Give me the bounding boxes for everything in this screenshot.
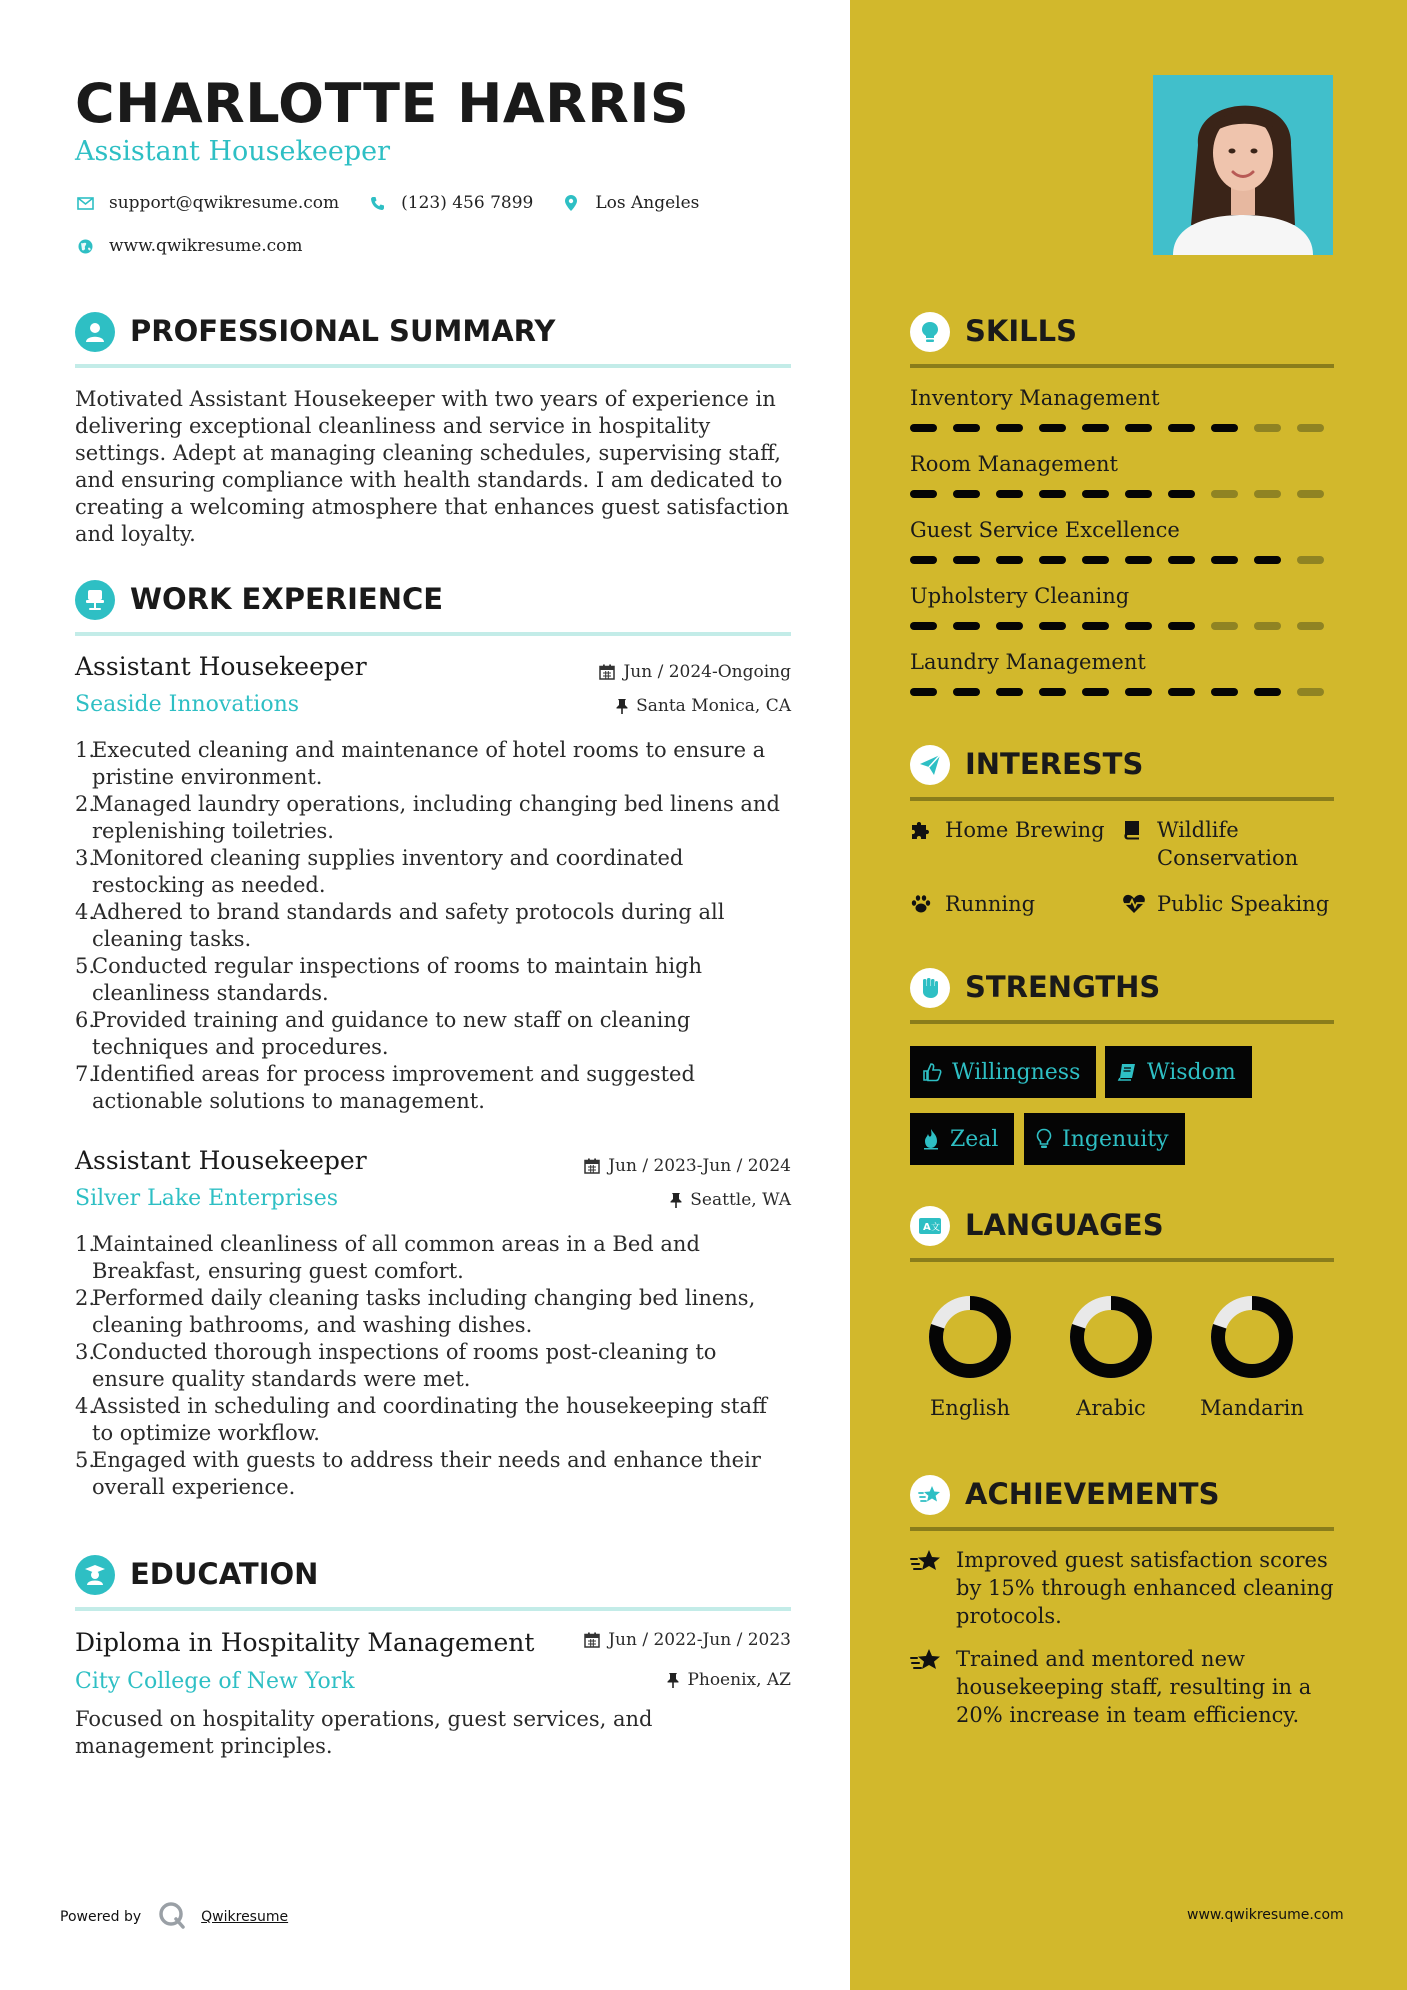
location-text: Los Angeles — [595, 193, 700, 213]
skill-level-segment — [1125, 688, 1152, 696]
skill-level-segment — [1039, 622, 1066, 630]
shooting-star-icon — [910, 1546, 942, 1630]
email-link[interactable]: support@qwikresume.com — [109, 193, 340, 213]
skill-level-segment — [910, 424, 937, 432]
skill-name: Laundry Management — [910, 650, 1146, 674]
skill-level-segment — [953, 424, 980, 432]
list-item: 5. Conducted regular inspections of rooms to maintain high cleanliness standards. — [75, 954, 703, 1005]
language-proficiency-ring — [1068, 1294, 1154, 1380]
skill-name: Guest Service Excellence — [910, 518, 1180, 542]
strength-badge: Willingness — [910, 1046, 1096, 1098]
list-item: 1. Maintained cleanliness of all common areas in a Bed and Breakfast, ensuring guest comfort. — [75, 1232, 700, 1283]
list-item: 5. Engaged with guests to address their needs and enhance their overall experience. — [75, 1448, 761, 1499]
interest-item: Running — [910, 890, 1110, 922]
profile-photo — [1153, 75, 1333, 255]
pushpin-icon — [670, 1192, 682, 1208]
language-name: Arabic — [1076, 1396, 1146, 1420]
phone-icon — [367, 193, 387, 213]
pushpin-icon — [616, 698, 628, 714]
section-header-strengths — [910, 962, 1334, 1024]
globe-icon — [75, 236, 95, 256]
skill-level-segment — [1297, 622, 1324, 630]
job-title: Assistant Housekeeper — [75, 1146, 367, 1175]
qwikresume-logo-icon — [157, 1900, 187, 1934]
skill-level-segment — [1254, 688, 1281, 696]
fist-icon — [910, 968, 950, 1008]
skill-level-segment — [1125, 424, 1152, 432]
skill-name: Upholstery Cleaning — [910, 584, 1130, 608]
list-item: 4. Assisted in scheduling and coordinating the housekeeping staff to optimize workflow. — [75, 1394, 767, 1445]
shooting-star-icon — [910, 1475, 950, 1515]
skill-level-segment — [910, 556, 937, 564]
language-proficiency-ring — [927, 1294, 1013, 1380]
skill-level-segment — [953, 688, 980, 696]
degree-title: Diploma in Hospitality Management — [75, 1628, 535, 1657]
skill-level-segment — [1082, 490, 1109, 498]
skill-level-segment — [1125, 556, 1152, 564]
section-header-languages — [910, 1200, 1334, 1262]
skill-level-segment — [1254, 622, 1281, 630]
achievement-item: Improved guest satisfaction scores by 15% through enhanced cleaning protocols. — [910, 1546, 1334, 1630]
section-header-summary — [75, 306, 791, 368]
skill-level-segment — [1168, 556, 1195, 564]
candidate-name: CHARLOTTE HARRIS — [75, 72, 690, 135]
calendar-icon — [584, 1632, 600, 1648]
interest-item: Home Brewing — [910, 816, 1110, 848]
skill-level-segment — [953, 622, 980, 630]
skill-level-segment — [1254, 556, 1281, 564]
job-company: Seaside Innovations — [75, 692, 300, 717]
heartbeat-icon — [1122, 890, 1148, 922]
skill-level-segment — [1082, 622, 1109, 630]
skill-level-segment — [1039, 688, 1066, 696]
shooting-star-icon — [910, 1645, 942, 1729]
section-title: LANGUAGES — [965, 1208, 1164, 1242]
svg-text:A: A — [923, 1222, 931, 1233]
skill-level-segment — [1168, 424, 1195, 432]
school-name: City College of New York — [75, 1669, 355, 1694]
section-title: WORK EXPERIENCE — [130, 582, 444, 616]
section-title: SKILLS — [965, 314, 1077, 348]
skill-level-segment — [1168, 622, 1195, 630]
lightbulb-icon — [1036, 1128, 1052, 1150]
job-duties-list — [75, 737, 791, 1115]
job-location: Seattle, WA — [670, 1190, 791, 1210]
skill-level-segment — [1039, 424, 1066, 432]
section-title: INTERESTS — [965, 747, 1144, 781]
strength-badge: Ingenuity — [1024, 1113, 1185, 1165]
phone-number[interactable]: (123) 456 7899 — [401, 193, 534, 213]
skill-level-segment — [1297, 688, 1324, 696]
fire-icon — [922, 1128, 940, 1150]
section-header-achievements — [910, 1469, 1334, 1531]
skill-name: Room Management — [910, 452, 1118, 476]
pushpin-icon — [667, 1672, 679, 1688]
language-name: English — [929, 1396, 1011, 1420]
job-title: Assistant Housekeeper — [75, 652, 367, 681]
skill-level-segment — [1125, 622, 1152, 630]
office-chair-icon — [75, 580, 115, 620]
list-item: 2. Performed daily cleaning tasks including changing bed linens, cleaning bathrooms, and washing dishes. — [75, 1286, 756, 1337]
calendar-icon — [599, 664, 615, 680]
skill-level-segment — [1125, 490, 1152, 498]
user-icon — [75, 312, 115, 352]
summary-text: Motivated Assistant Housekeeper with two years of experience in delivering exceptional cleanliness and service in hospitality settings. Adept at managing cleaning schedules, supervising staff, and ensuring compliance with health standards. I am dedicated to creating a welcoming atmosphere that enhances guest satisfaction and loyalty. — [75, 387, 790, 546]
graduate-icon — [75, 1555, 115, 1595]
education-description: Focused on hospitality operations, guest services, and management principles. — [75, 1707, 653, 1758]
skill-level-bar — [910, 424, 1324, 432]
skill-level-segment — [1297, 556, 1324, 564]
skill-level-segment — [910, 622, 937, 630]
strength-badge: Zeal — [910, 1113, 1014, 1165]
section-header-education — [75, 1549, 791, 1611]
language-item — [1051, 1294, 1171, 1420]
skill-level-segment — [1297, 490, 1324, 498]
skill-level-segment — [1254, 490, 1281, 498]
skill-level-segment — [910, 688, 937, 696]
language-item — [1192, 1294, 1312, 1420]
skill-level-segment — [996, 688, 1023, 696]
skill-level-segment — [996, 556, 1023, 564]
location-pin-icon — [561, 193, 581, 213]
skill-level-bar — [910, 622, 1324, 630]
skill-level-bar — [910, 490, 1324, 498]
skill-level-segment — [1082, 688, 1109, 696]
job-date: Jun / 2023-Jun / 2024 — [584, 1156, 791, 1176]
book-icon — [1117, 1062, 1137, 1082]
skill-level-segment — [996, 490, 1023, 498]
qwikresume-link[interactable]: Qwikresume — [201, 1909, 289, 1925]
book-icon — [1122, 816, 1148, 872]
skill-level-segment — [1254, 424, 1281, 432]
skill-level-segment — [1211, 688, 1238, 696]
skill-level-segment — [1082, 556, 1109, 564]
website-link[interactable]: www.qwikresume.com — [109, 236, 303, 256]
job-date: Jun / 2024-Ongoing — [599, 662, 791, 682]
achievement-item: Trained and mentored new housekeeping staff, resulting in a 20% increase in team efficiency. — [910, 1645, 1334, 1729]
svg-text:文: 文 — [931, 1223, 941, 1233]
skill-name: Inventory Management — [910, 386, 1160, 410]
thumbs-up-icon — [922, 1062, 942, 1082]
section-header-experience — [75, 574, 791, 636]
paw-icon — [910, 890, 936, 922]
language-proficiency-ring — [1209, 1294, 1295, 1380]
skill-level-bar — [910, 556, 1324, 564]
candidate-role: Assistant Housekeeper — [75, 136, 390, 167]
language-name: Mandarin — [1200, 1396, 1304, 1420]
education-date: Jun / 2022-Jun / 2023 — [584, 1630, 791, 1650]
skill-level-segment — [1082, 424, 1109, 432]
strength-badge: Wisdom — [1105, 1046, 1252, 1098]
list-item: 3. Monitored cleaning supplies inventory and coordinated restocking as needed. — [75, 846, 684, 897]
skill-level-segment — [1168, 688, 1195, 696]
contact-row — [75, 193, 699, 213]
skill-level-segment — [1039, 556, 1066, 564]
job-company: Silver Lake Enterprises — [75, 1186, 339, 1211]
section-header-interests — [910, 739, 1334, 801]
skill-level-segment — [1211, 424, 1238, 432]
section-title: EDUCATION — [130, 1557, 319, 1591]
footer-powered-by: Powered by Qwikresume — [60, 1900, 288, 1934]
skill-level-segment — [996, 424, 1023, 432]
paper-plane-icon — [910, 745, 950, 785]
skill-level-segment — [1039, 490, 1066, 498]
skill-level-segment — [1211, 556, 1238, 564]
skill-level-segment — [1211, 622, 1238, 630]
calendar-icon — [584, 1158, 600, 1174]
job-duties-list — [75, 1231, 791, 1501]
skill-level-segment — [953, 556, 980, 564]
interest-item: Wildlife Conservation — [1122, 816, 1334, 872]
interest-item: Public Speaking — [1122, 890, 1334, 922]
translate-icon — [910, 1206, 950, 1246]
education-location: Phoenix, AZ — [667, 1670, 791, 1690]
footer-website-link[interactable]: www.qwikresume.com — [1187, 1907, 1344, 1923]
section-title: ACHIEVEMENTS — [965, 1477, 1220, 1511]
skill-level-segment — [1297, 424, 1324, 432]
language-item — [910, 1294, 1030, 1420]
skill-level-bar — [910, 688, 1324, 696]
skill-level-segment — [1211, 490, 1238, 498]
skill-level-segment — [996, 622, 1023, 630]
lightbulb-icon — [910, 312, 950, 352]
list-item: 7. Identified areas for process improvement and suggested actionable solutions to management. — [75, 1062, 695, 1113]
section-title: PROFESSIONAL SUMMARY — [130, 314, 556, 348]
website-row — [75, 236, 303, 256]
list-item: 6. Provided training and guidance to new staff on cleaning techniques and procedures. — [75, 1008, 691, 1059]
envelope-icon — [75, 193, 95, 213]
puzzle-icon — [910, 816, 936, 848]
list-item: 2. Managed laundry operations, including changing bed linens and replenishing toiletries. — [75, 792, 780, 843]
section-header-skills — [910, 306, 1334, 368]
job-location: Santa Monica, CA — [616, 696, 791, 716]
list-item: 1. Executed cleaning and maintenance of hotel rooms to ensure a pristine environment. — [75, 738, 766, 789]
section-title: STRENGTHS — [965, 970, 1161, 1004]
skill-level-segment — [1168, 490, 1195, 498]
skill-level-segment — [953, 490, 980, 498]
list-item: 4. Adhered to brand standards and safety protocols during all cleaning tasks. — [75, 900, 725, 951]
skill-level-segment — [910, 490, 937, 498]
list-item: 3. Conducted thorough inspections of rooms post-cleaning to ensure quality standards were met. — [75, 1340, 717, 1391]
